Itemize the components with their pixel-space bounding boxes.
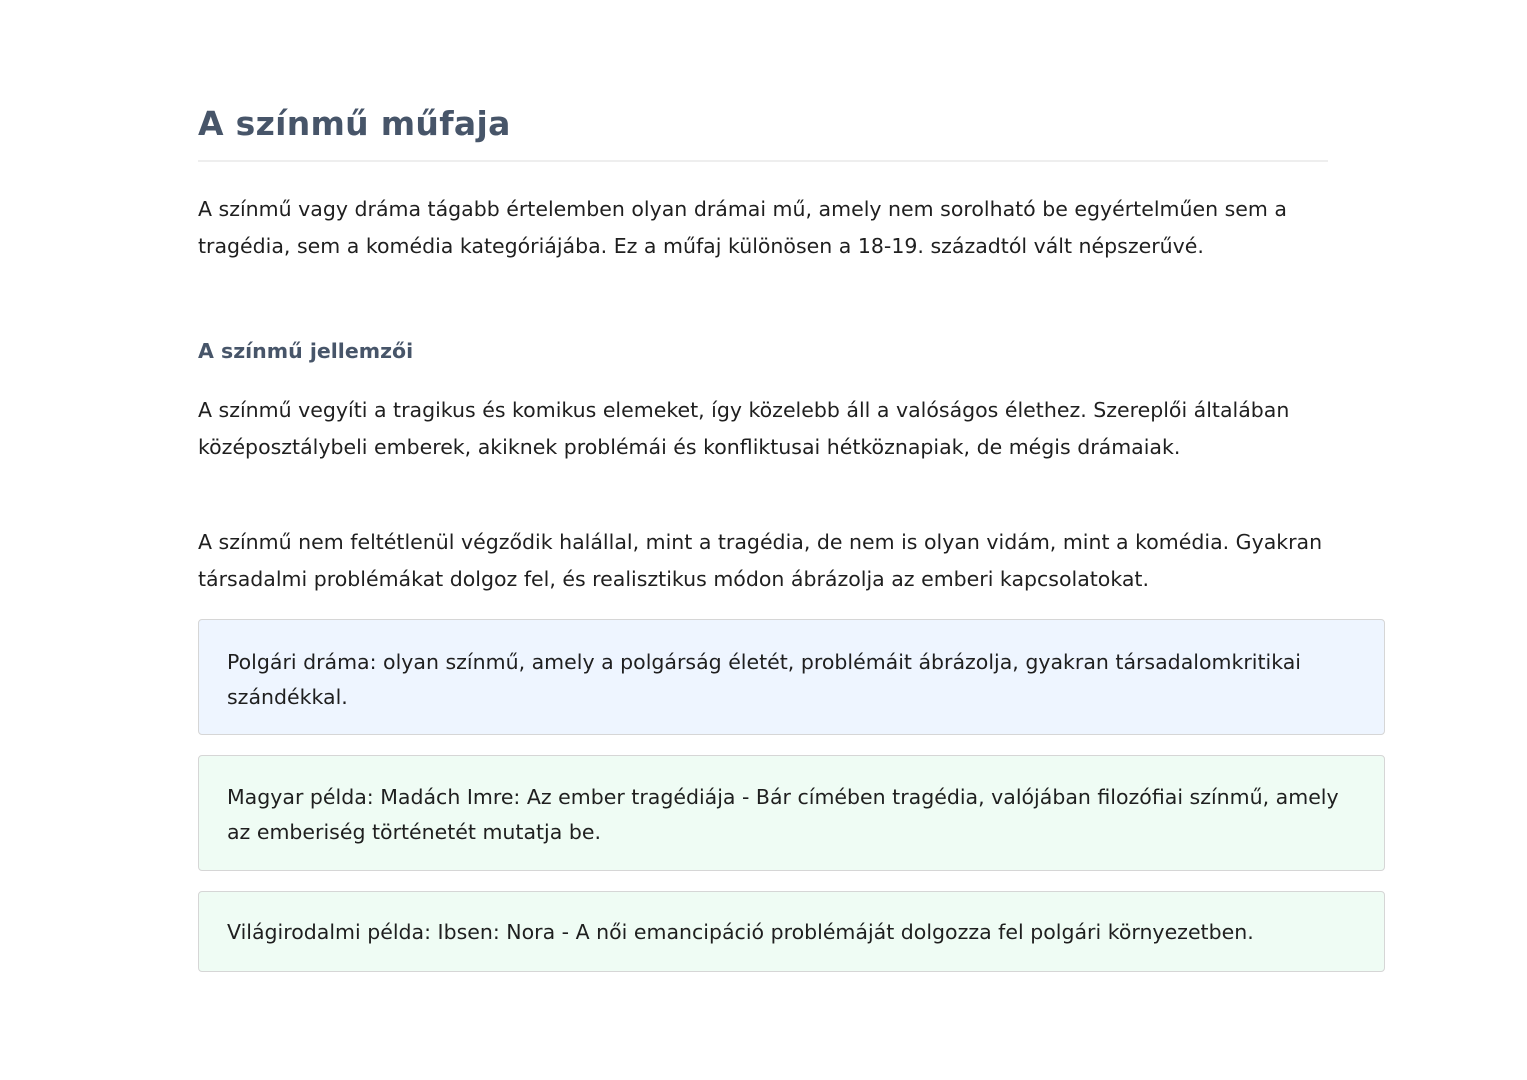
section-paragraph-1: A színmű vegyíti a tragikus és komikus elemeket, így közelebb áll a valóságos élethez. Szereplői általában középosztálybeli emberek, akiknek problémái és konfliktusai hétköznapiak, de mégis drámaiak. [198, 398, 1290, 459]
title-divider [198, 160, 1328, 162]
definition-callout-text: Polgári dráma: olyan színmű, amely a polgárság életét, problémáit ábrázolja, gyakran társadalomkritikai szándékkal. [227, 650, 1301, 709]
example-callout-world [198, 891, 1385, 972]
example-callout-text: Világirodalmi példa: Ibsen: Nora - A női emancipáció problémáját dolgozza fel polgári környezetben. [227, 920, 1254, 944]
section-heading: A színmű jellemzői [198, 339, 414, 363]
section-paragraph-2: A színmű nem feltétlenül végződik halállal, mint a tragédia, de nem is olyan vidám, mint a komédia. Gyakran társadalmi problémákat dolgoz fel, és realisztikus módon ábrázolja az emberi kapcsolatokat. [198, 530, 1323, 591]
example-callout-hungarian [198, 755, 1385, 871]
page-title: A színmű műfaja [198, 104, 511, 143]
definition-callout [198, 619, 1385, 735]
intro-paragraph: A színmű vagy dráma tágabb értelemben olyan drámai mű, amely nem sorolható be egyértelműen sem a tragédia, sem a komédia kategóriájába. Ez a műfaj különösen a 18-19. századtól vált népszerűvé. [198, 197, 1287, 258]
example-callout-text: Magyar példa: Madách Imre: Az ember tragédiája - Bár címében tragédia, valójában filozófiai színmű, amely az emberiség történetét mutatja be. [227, 785, 1339, 844]
